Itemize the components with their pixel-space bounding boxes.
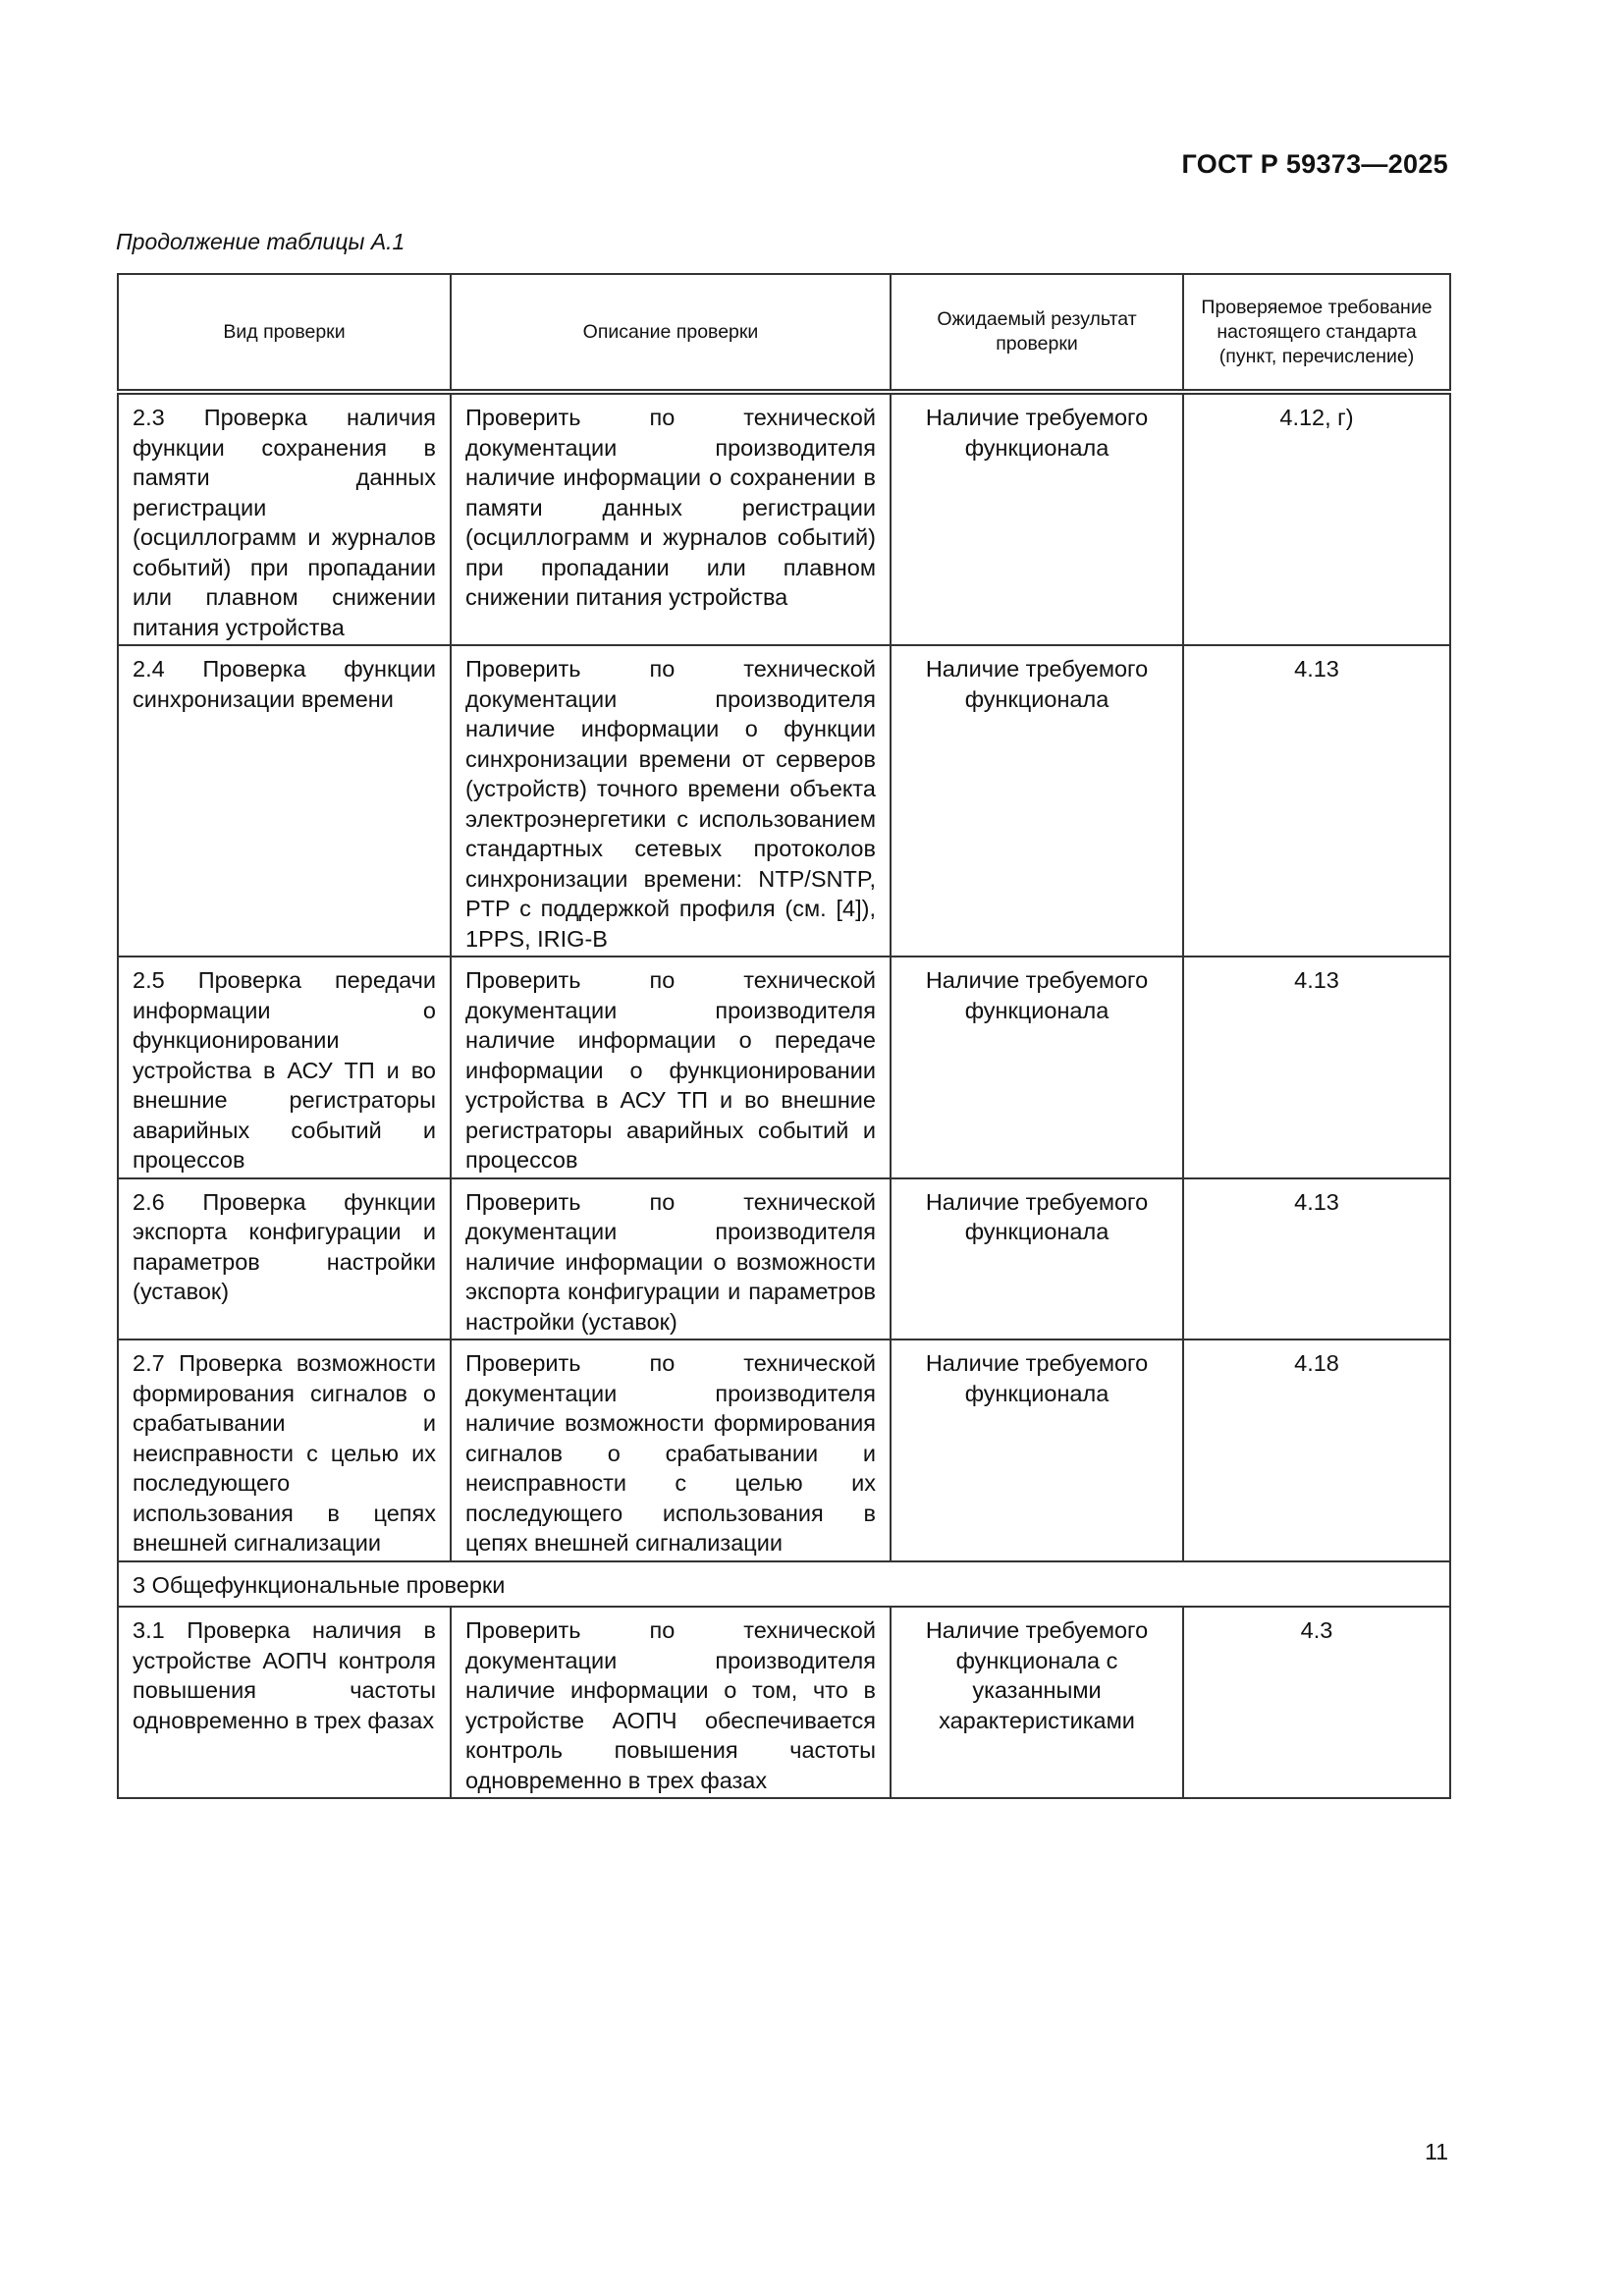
check-number: 2.6 xyxy=(133,1188,165,1215)
table-row xyxy=(118,1339,1450,1561)
requirement-cell: 4.18 xyxy=(1183,1339,1450,1561)
check-number: 2.7 xyxy=(133,1350,165,1376)
check-type-text: Проверка передачи информации о функционировании устройства в АСУ ТП и во внешние регистраторы аварийных событий и процессов xyxy=(133,967,437,1173)
check-type-cell xyxy=(118,1607,451,1798)
column-header-check-type: Вид проверки xyxy=(118,274,451,392)
check-number: 3.1 xyxy=(133,1617,165,1643)
requirements-table xyxy=(117,273,1451,1799)
table-row xyxy=(118,1178,1450,1340)
check-type-text: Проверка функции синхронизации времени xyxy=(133,656,436,712)
table-header-row xyxy=(118,274,1450,392)
check-type-cell xyxy=(118,645,451,957)
column-header-expected-result: Ожидаемый результат проверки xyxy=(891,274,1183,392)
page-number: 11 xyxy=(1425,2139,1448,2164)
requirement-cell: 4.3 xyxy=(1183,1607,1450,1798)
description-cell: Проверить по технической документации производителя наличие информации о сохранении в памяти данных регистрации (осциллограмм и журналов событий) при пропадании или плавном снижении питания устройства xyxy=(451,392,891,645)
check-type-text: Проверка возможности формирования сигналов о срабатывании и неисправности с целью их последующего использования в цепях внешней сигнализации xyxy=(133,1350,436,1556)
document-code: ГОСТ Р 59373—2025 xyxy=(1181,149,1448,179)
check-number: 2.4 xyxy=(133,656,165,682)
description-cell: Проверить по технической документации производителя наличие возможности формирования сигналов о срабатывании и неисправности с целью их последующего использования в цепях внешней сигнализации xyxy=(451,1339,891,1561)
check-type-cell xyxy=(118,392,451,645)
column-header-requirement: Проверяемое требование настоящего стандарта (пункт, перечисление) xyxy=(1183,274,1450,392)
table-row xyxy=(118,392,1450,645)
section-row xyxy=(118,1561,1450,1608)
description-cell: Проверить по технической документации производителя наличие информации о функции синхронизации времени от серверов (устройств) точного времени объекта электроэнергетики с использованием стандартных сетевых протоколов синхронизации времени: NTP/SNTP, PTP с поддержкой профиля (см. [4]), 1PPS, IRIG-B xyxy=(451,645,891,957)
requirement-cell: 4.13 xyxy=(1183,1178,1450,1340)
table-row xyxy=(118,1607,1450,1798)
table-row xyxy=(118,957,1450,1178)
check-type-cell xyxy=(118,1339,451,1561)
table-row xyxy=(118,645,1450,957)
check-number: 2.5 xyxy=(133,967,165,993)
table-caption: Продолжение таблицы А.1 xyxy=(116,229,406,254)
expected-result-cell: Наличие требуемого функционала xyxy=(891,1339,1183,1561)
requirement-cell: 4.13 xyxy=(1183,645,1450,957)
expected-result-cell: Наличие требуемого функционала xyxy=(891,645,1183,957)
description-cell: Проверить по технической документации производителя наличие информации о передаче информации о функционировании устройства в АСУ ТП и во внешние регистраторы аварийных событий и процессов xyxy=(451,957,891,1178)
requirement-cell: 4.12, г) xyxy=(1183,392,1450,645)
check-type-text: Проверка функции экспорта конфигурации и параметров настройки (уставок) xyxy=(133,1188,436,1304)
check-type-cell xyxy=(118,957,451,1178)
expected-result-cell: Наличие требуемого функционала с указанными характеристиками xyxy=(891,1607,1183,1798)
requirement-cell: 4.13 xyxy=(1183,957,1450,1178)
section-heading: 3 Общефункциональные проверки xyxy=(118,1561,1450,1608)
description-cell: Проверить по технической документации производителя наличие информации о возможности экспорта конфигурации и параметров настройки (уставок) xyxy=(451,1178,891,1340)
expected-result-cell: Наличие требуемого функционала xyxy=(891,392,1183,645)
description-cell: Проверить по технической документации производителя наличие информации о том, что в устройстве АОПЧ обеспечивается контроль повышения частоты одновременно в трех фазах xyxy=(451,1607,891,1798)
expected-result-cell: Наличие требуемого функционала xyxy=(891,1178,1183,1340)
check-number: 2.3 xyxy=(133,405,165,430)
check-type-text: Проверка наличия функции сохранения в памяти данных регистрации (осциллограмм и журналов событий) при пропадании или плавном снижении питания устройства xyxy=(133,405,436,640)
check-type-text: Проверка наличия в устройстве АОПЧ контроля повышения частоты одновременно в трех фазах xyxy=(133,1617,437,1733)
check-type-cell xyxy=(118,1178,451,1340)
expected-result-cell: Наличие требуемого функционала xyxy=(891,957,1183,1178)
column-header-description: Описание проверки xyxy=(451,274,891,392)
